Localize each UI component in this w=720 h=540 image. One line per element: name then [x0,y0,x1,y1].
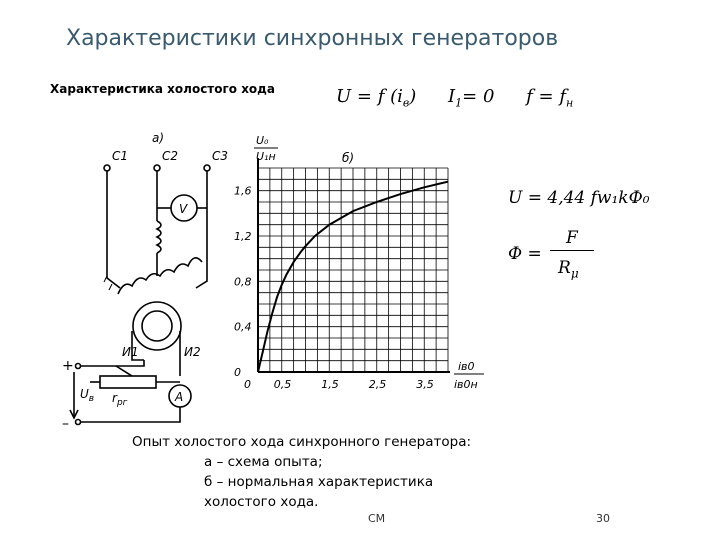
formula-current-i: I [448,86,456,107]
x-axis-label-denominator: iв0н [454,378,478,391]
x-tick-label: 1,5 [321,378,339,391]
stator-winding-coil-icon [157,221,161,253]
scheme-label: а) [152,131,165,145]
y-tick-label: 0,8 [234,275,252,289]
x-tick-label: 2,5 [368,378,387,391]
rotor-outer-icon [133,302,181,350]
minus-terminal-icon [76,420,81,425]
terminal-c3-icon [204,165,210,171]
stator-winding-arc-icon [118,258,202,294]
y-tick-label: 1,6 [234,184,252,198]
ammeter-label: A [175,390,184,404]
voltmeter-label: V [179,202,188,216]
flux-fraction-bar [550,250,594,251]
formula-f-equals: f = f [526,86,567,107]
caption-line-4: холостого хода. [204,494,319,510]
footer-label: СМ [368,512,386,525]
terminal-c2-icon [154,165,160,171]
field-voltage-label: $U_в$ [80,387,95,404]
no-load-characteristic-chart [222,126,512,416]
terminal-c1-icon [104,165,110,171]
caption-line-1: Опыт холостого хода синхронного генератора: [132,434,472,450]
y-tick-label: 0,4 [234,320,252,334]
field-rheostat-icon [100,376,156,388]
terminal-c2-label: C2 [162,149,179,163]
y-tick-label: 0 [234,366,241,379]
formula-sub-v: в [402,96,410,110]
y-axis-label-numerator: U₀ [256,134,269,147]
x-tick-label: 0 [244,378,251,391]
rotor-inner-icon [142,311,172,341]
field-terminal-i2-label: И2 [184,345,201,359]
y-axis-label-denominator: U₁н [256,150,276,163]
caption-line-3: б – нормальная характеристика [204,474,434,490]
formula-close-paren: ) [409,86,417,107]
x-axis-label-numerator: iв0 [458,360,475,373]
plus-terminal-icon [76,364,81,369]
formula-sub-1: 1 [455,96,463,110]
chart-label: б) [342,151,355,165]
plus-sign: + [62,358,74,374]
emf-formula: U = 4,44 fw₁kФ₀ [508,188,650,208]
formula-sub-n: н [566,96,574,110]
formula-u-equals-f: U = f (i [336,86,403,107]
y-tick-label: 1,2 [234,230,252,243]
x-tick-label: 3,5 [416,378,434,391]
formula-equals-zero: = 0 [462,86,495,107]
x-tick-label: 0,5 [273,378,292,391]
no-load-test-scheme [60,126,240,436]
no-load-condition-formula [336,86,573,110]
caption-line-2: а – схема опыта; [204,454,323,470]
flux-numerator: F [566,228,578,248]
flux-lhs: Ф = [508,244,542,264]
flux-denominator: $R_\mu$ [558,258,579,281]
page-number: 30 [596,512,610,525]
terminal-c1-label: C1 [112,149,129,163]
figure-caption [132,432,471,512]
field-terminal-i1-label: И1 [122,345,139,359]
slide-title: Характеристики синхронных генераторов [66,26,559,51]
minus-sign: – [62,416,69,432]
rheostat-label: $r_{рг}$ [112,391,128,408]
slide-subtitle: Характеристика холостого хода [50,82,275,96]
terminal-c3-label: C3 [212,149,229,163]
